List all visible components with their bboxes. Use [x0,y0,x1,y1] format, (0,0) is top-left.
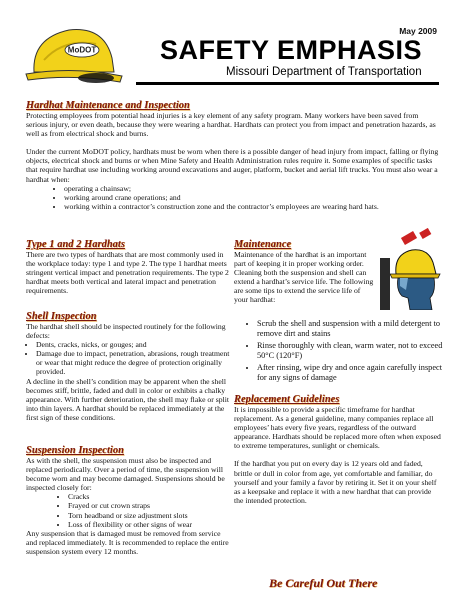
types-section [26,250,230,295]
list-item: • Dents, cracks, nicks, or gouges; and [36,340,230,349]
hardhat-bullet-list [26,184,440,211]
hardhat-paragraph-2: Under the current MoDOT policy, hardhats must be worn when there is a possible danger of head injury from impact, falling or flying objects, electrical shock and burns or when Mine Safety and Health Administration rules require it. Some examples of specific tasks that require hardhat use including working around excavations and auger, platform, bucket and aerial lift trucks. You must also wear a hardhat when: [26,147,439,184]
list-item: • Cracks [68,492,230,501]
shell-intro: The hardhat shell should be inspected routinely for the following defects: [26,322,226,341]
suspension-section [26,456,230,556]
list-item: • operating a chainsaw; [64,184,440,193]
issue-date: May 2009 [399,26,437,36]
maintenance-paragraph: Maintenance of the hardhat is an important part of keeping it in proper working order. Cleaning both the suspension and shell can extend a hardhat’s service life. The following are some tips to extend the service life of your hardhat: [234,250,374,305]
hardhat-section [26,111,440,211]
hardhat-paragraph-1: Protecting employees from potential head injuries is a key element of any safety program. Many workers have been saved from serious injury, or even death, because they were wearing a hardhat. Hardhats can protect you from impact and penetration hazards, as well as from electrical shock and burns. [26,111,436,139]
replacement-heading: Replacement Guidelines [234,394,340,405]
page-title: SAFETY EMPHASIS [160,35,423,65]
list-item: • Rinse thoroughly with clean, warm water, not to exceed 50°C (120°F) [257,341,444,362]
hardhat-logo-icon [24,20,124,90]
hardhat-heading: Hardhat Maintenance and Inspection [26,100,190,111]
shell-heading: Shell Inspection [26,311,97,322]
worker-head-icon [378,228,448,310]
page-subtitle: Missouri Department of Transportation [226,66,422,78]
list-item: • After rinsing, wipe dry and once again carefully inspect for any signs of damage [257,363,444,384]
list-item: • Loss of flexibility or other signs of wear [68,520,230,529]
list-item: • Scrub the shell and suspension with a mild detergent to remove dirt and stains [257,319,444,340]
list-item: • working around crane operations; and [64,193,440,202]
suspension-bullet-list [26,492,230,528]
list-item: • Frayed or cut crown straps [68,501,230,510]
maintenance-tips [234,319,444,384]
header-rule [136,82,439,85]
shell-paragraph: A decline in the shell’s condition may be apparent when the shell becomes stiff, brittle, faded and dull in color or exhibits a chalky appearance. With further deterioration, the shell may flake or split into thin layers. A hardhat should be replaced immediately at the first sign of these conditions. [26,376,229,422]
shell-section [26,322,230,422]
replacement-paragraph-2: If the hardhat you put on every day is 12 years old and faded, brittle or dull in color from age, yet comfortable and familiar, do yourself and your family a favor by retiring it. Set it on your shelf as a keepsake and replace it with a new hardhat that can provide the intended protection. [234,459,437,505]
maintenance-section [234,250,374,305]
shell-bullet-list [26,340,230,376]
list-item: • working within a contractor’s construction zone and the contractor’s employees are wearing hard hats. [64,202,440,211]
types-heading: Type 1 and 2 Hardhats [26,239,125,250]
hat-logo-text: MoDOT [67,45,97,55]
list-item: • Damage due to impact, penetration, abrasions, rough treatment or wear that might reduce the degree of protection originally provided. [36,349,230,376]
suspension-intro: As with the shell, the suspension must also be inspected and replaced periodically. Over a period of time, the suspension will become worn and may become damaged. Suspensions should be inspected closely for: [26,456,225,493]
maintenance-bullet-list [234,319,444,383]
replacement-section [234,405,442,505]
types-paragraph: There are two types of hardhats that are most commonly used in the workplace today: type 1 and type 2. The type 1 hardhat meets stringent vertical impact and penetration requirements. The type 2 hardhat meets both vertical and lateral impact and penetration requirements. [26,250,229,296]
maintenance-heading: Maintenance [234,239,292,250]
footer-slogan: Be Careful Out There [269,576,378,590]
suspension-heading: Suspension Inspection [26,445,124,456]
replacement-paragraph-1: It is impossible to provide a specific timeframe for hardhat replacement. As a general guideline, many companies replace all employees’ hats every five years, regardless of the outward appearance. Hardhats should be replaced more often when exposed to extreme temperatures, sunlight or chemicals. [234,405,441,451]
suspension-paragraph: Any suspension that is damaged must be removed from service and replaced immediately. It is recommended to replace the entire suspension system every 12 months. [26,528,229,556]
list-item: • Torn headband or size adjustment slots [68,511,230,520]
